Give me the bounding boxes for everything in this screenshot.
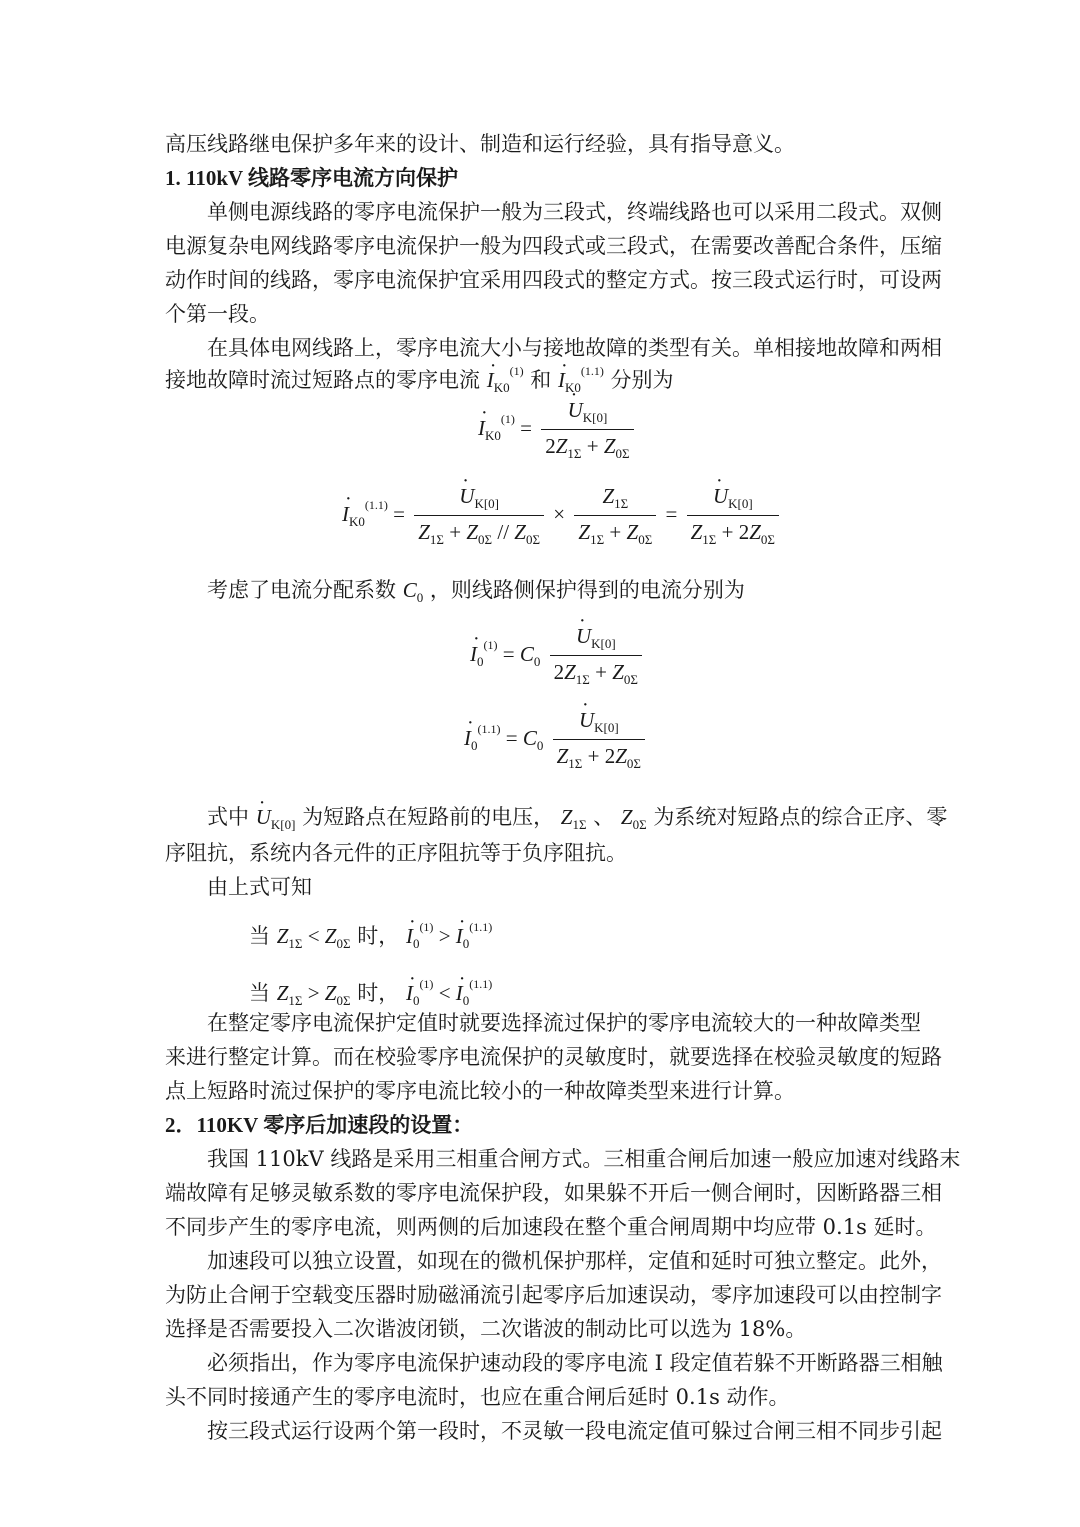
text-line: 选择是否需要投入二次谐波闭锁，二次谐波的制动比可以选为 18%。 (165, 1317, 807, 1341)
equation-2: · $I_{K0}^{(1.1)}$ = · $\frac{U_{K[0]}}{Z_{1\Sigma} + Z_{0\Sigma} // Z_{0\Sigma}}$ × $\frac{Z_{1\Sigma}}{Z_{1\Sigma} + Z_{0\Sigma}}$ = · $\frac{U_{K[0]}}{Z_{1\Sigma} + 2Z_{0\Sigma}}$ (342, 484, 783, 548)
text-line: 电源复杂电网线路零序电流保护一般为四段式或三段式，在需要改善配合条件，压缩 (165, 234, 942, 258)
condition-2: 当 $Z_{1\Sigma} > Z_{0\Sigma}$ 时， · $I_0^{(1)}$ < · $I_0^{(1.1)}$ (249, 967, 1049, 1018)
text-line: 为防止合闸于空载变压器时励磁涌流引起零序后加速误动，零序加速段可以由控制字 (165, 1283, 942, 1307)
text: 式中 (207, 805, 249, 829)
text: 为系统对短路点的综合正序、零 (653, 805, 948, 829)
math-IK0-1: · $I_{K0}^{(1)}$ (487, 368, 524, 392)
text-line: 单侧电源线路的零序电流保护一般为三段式，终端线路也可以采用二段式。双侧 (207, 200, 942, 224)
math-C0: $C_0$ (402, 578, 424, 605)
text: ，则线路侧保护得到的电流分别为 (429, 578, 745, 602)
text-line: 加速段可以独立设置，如现在的微机保护那样，定值和延时可独立整定。此外， (207, 1249, 942, 1273)
text-line: 由上式可知 (207, 875, 312, 899)
text-line-with-math (207, 573, 1007, 615)
math-Z1: $Z_{1\Sigma}$ (560, 805, 587, 832)
text-line: 在具体电网线路上，零序电流大小与接地故障的类型有关。单相接地故障和两相 (207, 336, 942, 360)
condition-1: 当 $Z_{1\Sigma} < Z_{0\Sigma}$ 时， · $I_0^{(1)}$ > · $I_0^{(1.1)}$ (249, 910, 1049, 961)
text-line: 我国 110kV 线路是采用三相重合闸方式。三相重合闸后加速一般应加速对线路末 (207, 1147, 961, 1171)
text: 考虑了电流分配系数 (207, 578, 396, 602)
text-line: 个第一段。 (165, 302, 270, 326)
text-line: 来进行整定计算。而在校验零序电流保护的灵敏度时，就要选择在校验灵敏度的短路 (165, 1045, 942, 1069)
text-line: 头不同时接通产生的零序电流时，也应在重合闸后延时 0.1s 动作。 (165, 1385, 790, 1409)
section-heading-1: 1. 110kV 线路零序电流方向保护 (165, 166, 459, 190)
math-Z0: $Z_{0\Sigma}$ (620, 805, 647, 832)
text-line: 在整定零序电流保护定值时就要选择流过保护的零序电流较大的一种故障类型 (207, 1011, 921, 1035)
math-UK0: · $U_{K[0]}$ (256, 805, 296, 829)
math-IK0-11: · $I_{K0}^{(1.1)}$ (558, 368, 604, 392)
text: 分别为 (610, 368, 674, 392)
text-line: 高压线路继电保护多年来的设计、制造和运行经验，具有指导意义。 (165, 132, 795, 156)
text-line: 必须指出，作为零序电流保护速动段的零序电流 I 段定值若躲不开断路器三相触 (207, 1351, 943, 1375)
text-line: 不同步产生的零序电流，则两侧的后加速段在整个重合闸周期中均应带 0.1s 延时。 (165, 1215, 937, 1239)
text: 和 (530, 368, 552, 392)
text-line: 端故障有足够灵敏系数的零序电流保护段，如果躲不开后一侧合闸时，因断路器三相 (165, 1181, 942, 1205)
section-heading-2: 2．110KV 零序后加速段的设置： (165, 1113, 474, 1137)
text-line: 序阻抗，系统内各元件的正序阻抗等于负序阻抗。 (165, 841, 627, 865)
equation-4: · $I_0^{(1.1)} = C_0$ · $\frac{U_{K[0]}}{Z_{1\Sigma} + 2Z_{0\Sigma}}$ (464, 708, 649, 772)
equation-3: · $I_0^{(1)} = C_0$ · $\frac{U_{K[0]}}{2Z_{1\Sigma} + Z_{0\Sigma}}$ (470, 624, 646, 688)
text: 接地故障时流过短路点的零序电流 (165, 368, 480, 392)
equation-1: · $I_{K0}^{(1)}$ = · $\frac{U_{K[0]}}{2Z_{1\Sigma} + Z_{0\Sigma}}$ (478, 398, 638, 462)
text: 、 (593, 805, 615, 829)
text: 为短路点在短路前的电压， (302, 805, 555, 829)
text-line: 点上短路时流过保护的零序电流比较小的一种故障类型来进行计算。 (165, 1079, 795, 1103)
text-line: 动作时间的线路，零序电流保护宜采用四段式的整定方式。按三段式运行时，可设两 (165, 268, 942, 292)
text-line: 按三段式运行设两个第一段时，不灵敏一段电流定值可躲过合闸三相不同步引起 (207, 1419, 942, 1443)
